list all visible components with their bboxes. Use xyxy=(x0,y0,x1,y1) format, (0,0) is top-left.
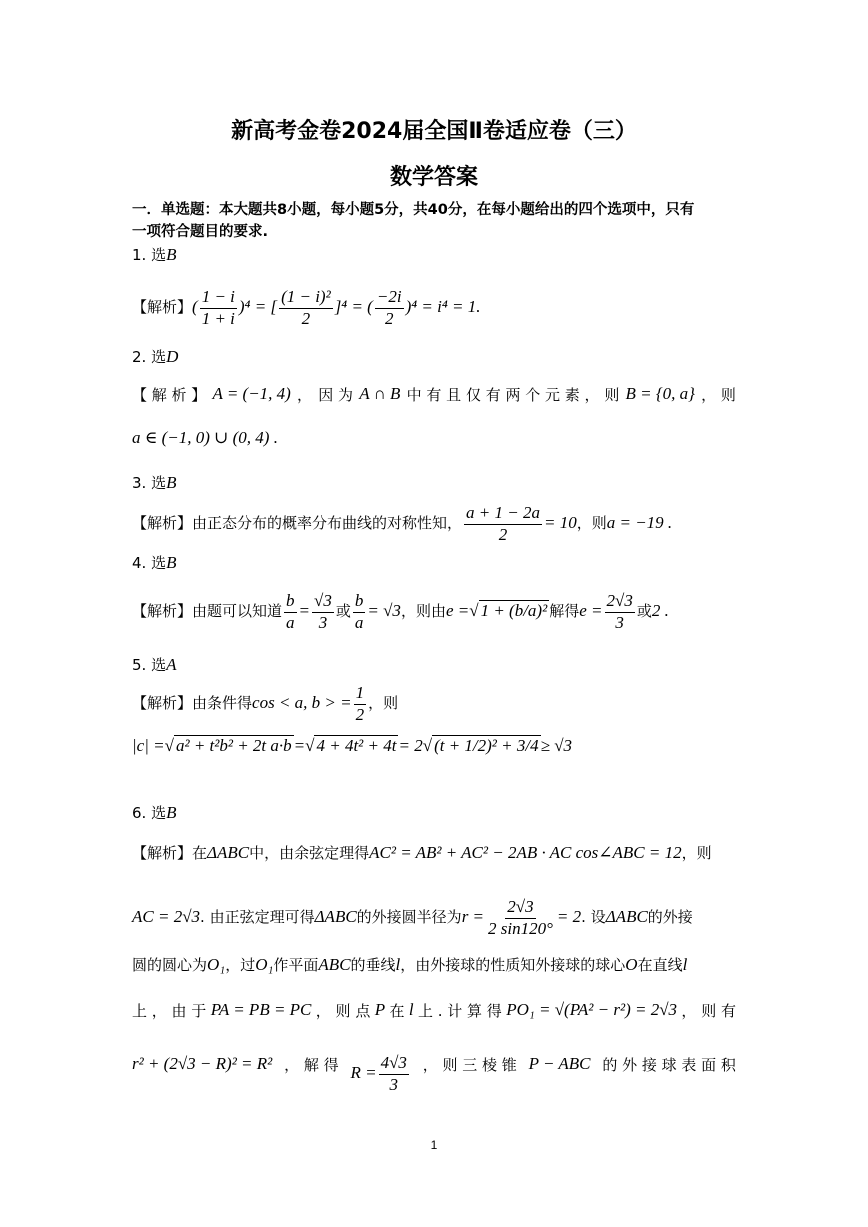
answer-4: 4. 选B xyxy=(132,553,177,572)
answer-1: 1. 选B xyxy=(132,245,177,264)
solution-2: 【 解 析 】 A = (−1, 4) ， 因 为 A ∩ B 中 有 且 仅 有 两 个 元 素 ， 则 B = {0, a} ， 则 xyxy=(132,384,736,404)
page-number: 1 xyxy=(430,1138,438,1152)
solution-6-line2: AC = 2√3. 由正弦定理可得ΔABC的外接圆半径为r = $\frac{2√3}{2 \sin 120^\circ}$ = 2. 设ΔABC的外接 xyxy=(132,897,693,938)
solution-4: 【解析】由题可以知道 $\frac{b}{a}$ = $\frac{√3}{3}$ 或 $\frac{b}{a}$ = √3，则由e =√ 1 + (b/a)² 解得e = $\frac{2√3}{3}$ 或2 . xyxy=(132,591,669,632)
solution-6-line3: 圆的圆心为O₁，过O₁作平面ABC的垂线l，由外接球的性质知外接球的球心O在直线l xyxy=(132,955,688,974)
answer-6-choice: B xyxy=(166,803,177,822)
solution-6-line5: r² + (2√3 − R)² = R² ， 解 得 R = $\frac{4√3}{3}$ ， 则 三 棱 锥 P − ABC 的 外 接 球 表 面 积 xyxy=(132,1053,736,1094)
answer-6: 6. 选B xyxy=(132,803,177,822)
answer-1-choice: B xyxy=(166,245,177,264)
page-subtitle: 数学答案 xyxy=(389,165,478,190)
answer-5-choice: A xyxy=(166,655,177,674)
solution-3: 【解析】由正态分布的概率分布曲线的对称性知， $\frac{a + 1 - 2a}{2}$ = 10，则a = −19 . xyxy=(132,503,673,544)
answer-3-choice: B xyxy=(166,473,177,492)
answer-2: 2. 选D xyxy=(132,347,179,366)
answer-3: 3. 选B xyxy=(132,473,177,492)
solution-5-formula: |c| =√ a² + t²b² + 2t a·b =√ 4 + 4t² + 4t = 2√ (t + 1/2)² + 3/4 ≥ √3 xyxy=(132,736,573,755)
solution-5: 【解析】由条件得cos < a, b > = $\frac{1}{2}$ ，则 xyxy=(132,683,399,724)
page-title: 新高考金卷2024届全国Ⅱ卷适应卷（三） xyxy=(231,119,637,144)
section-heading-cont: 一项符合题目的要求. xyxy=(132,224,269,240)
solution-1: 【解析】( $\frac{1 - i}{1 + i}$ )⁴ = [ $\frac{\text{(1 − i)²}}{2}$ ]⁴ = ( $\frac{-2i}{2}$ )⁴ = i⁴ = 1. xyxy=(132,287,481,328)
section-heading: 一．单选题：本大题共8小题，每小题5分，共40分，在每小题给出的四个选项中，只有 xyxy=(132,202,695,218)
solution-6: 【解析】在ΔABC中，由余弦定理得AC² = AB² + AC² − 2AB · AC cos∠ABC = 12，则 xyxy=(132,843,712,862)
answer-4-choice: B xyxy=(166,553,177,572)
solution-2-cont: a ∈ (−1, 0) ∪ (0, 4) . xyxy=(132,428,278,447)
solution-6-line4: 上 ， 由 于 PA = PB = PC ， 则 点 P 在 l 上 . 计 算 得 PO₁ = √(PA² − r²) = 2√3 ， 则 有 xyxy=(132,1000,736,1020)
answer-5: 5. 选A xyxy=(132,655,177,674)
answer-2-choice: D xyxy=(166,347,179,366)
